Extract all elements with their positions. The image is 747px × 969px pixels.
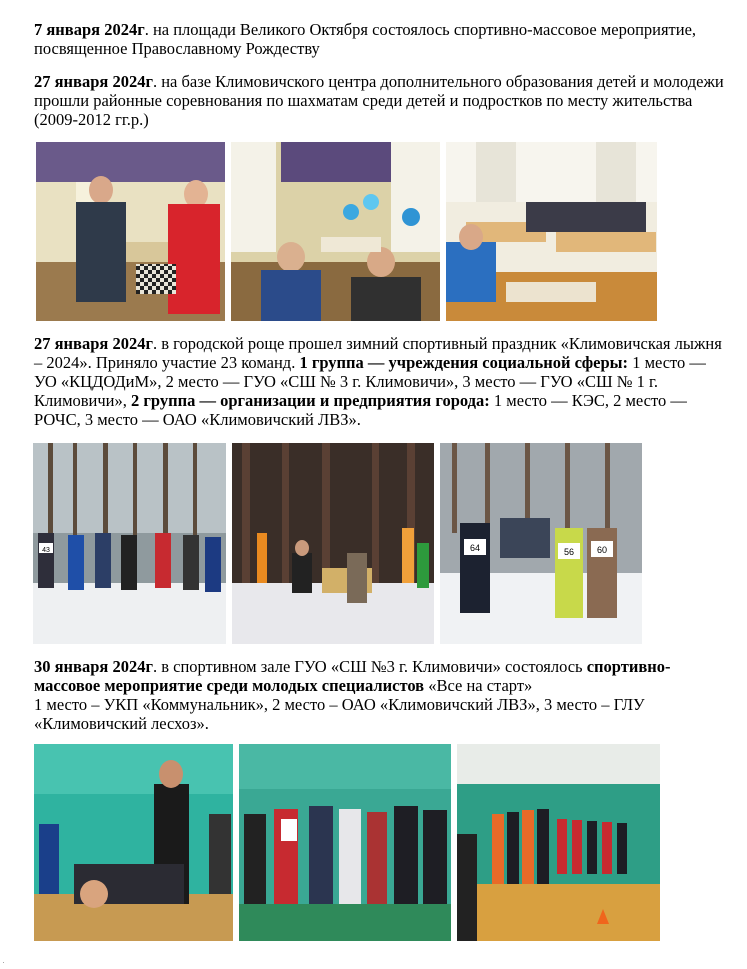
news-item-young-specialists bbox=[34, 657, 730, 733]
gym-photo-1 bbox=[34, 744, 233, 941]
bib-number: 43 bbox=[42, 547, 50, 554]
event-title: «Все на старт» bbox=[424, 676, 533, 695]
news-text: . в спортивном зале ГУО «СШ №3 г. Климовичи» состоялось bbox=[152, 657, 587, 676]
news-text: . на площади Великого Октября состоялось спортивно-массовое мероприятие, посвященное Православному Рождеству bbox=[34, 20, 697, 58]
ski-photo-2 bbox=[232, 443, 434, 644]
news-date: 7 января 2024г bbox=[34, 20, 145, 39]
group-2-results: 1 место — КЭС, 2 место — РОЧС, 3 место — ОАО «Климовичский ЛВЗ». bbox=[34, 391, 687, 429]
news-item-chess bbox=[34, 72, 730, 129]
news-date: 30 января 2024г bbox=[34, 657, 153, 676]
news-date: 27 января 2024г bbox=[34, 334, 153, 353]
news-text: . в городской роще прошел зимний спортивный праздник «Климовичская лыжня – 2024». Приняло участие 23 команд. bbox=[34, 334, 722, 372]
news-item-ski-festival bbox=[34, 334, 730, 429]
chess-photo-1 bbox=[36, 142, 225, 321]
bib-number: 60 bbox=[596, 545, 608, 555]
news-text: . на базе Климовичского центра дополнительного образования детей и молодежи прошли районные соревнования по шахматам среди детей и подростков по месту жительства (2009-2012 гг.р.) bbox=[34, 72, 724, 129]
chess-photo-2 bbox=[231, 142, 440, 321]
group-2-heading: 2 группа — организации и предприятия города: bbox=[131, 391, 490, 410]
gym-photo-2 bbox=[239, 744, 451, 941]
results-line: 1 место – УКП «Коммунальник», 2 место – ОАО «Климовичский ЛВЗ», 3 место – ГЛУ «Климовичский лесхоз». bbox=[34, 695, 645, 733]
news-item-christmas bbox=[34, 20, 730, 58]
group-1-results: 1 место — УО «КЦДОДиМ», 2 место — ГУО «СШ № 3 г. Климовичи», 3 место — ГУО «СШ № 1 г. Климовичи», bbox=[34, 353, 706, 410]
page-corner-mark: · bbox=[2, 957, 5, 967]
gym-photo-3 bbox=[457, 744, 660, 941]
chess-photo-3 bbox=[446, 142, 657, 321]
ski-photo-3 bbox=[440, 443, 642, 644]
bib-number: 64 bbox=[469, 543, 481, 553]
group-1-heading: 1 группа — учреждения социальной сферы: bbox=[299, 353, 629, 372]
event-name: спортивно-массовое мероприятие среди молодых специалистов bbox=[34, 657, 671, 695]
bib-number: 56 bbox=[563, 547, 575, 557]
ski-photo-1 bbox=[33, 443, 226, 644]
news-date: 27 января 2024г bbox=[34, 72, 153, 91]
